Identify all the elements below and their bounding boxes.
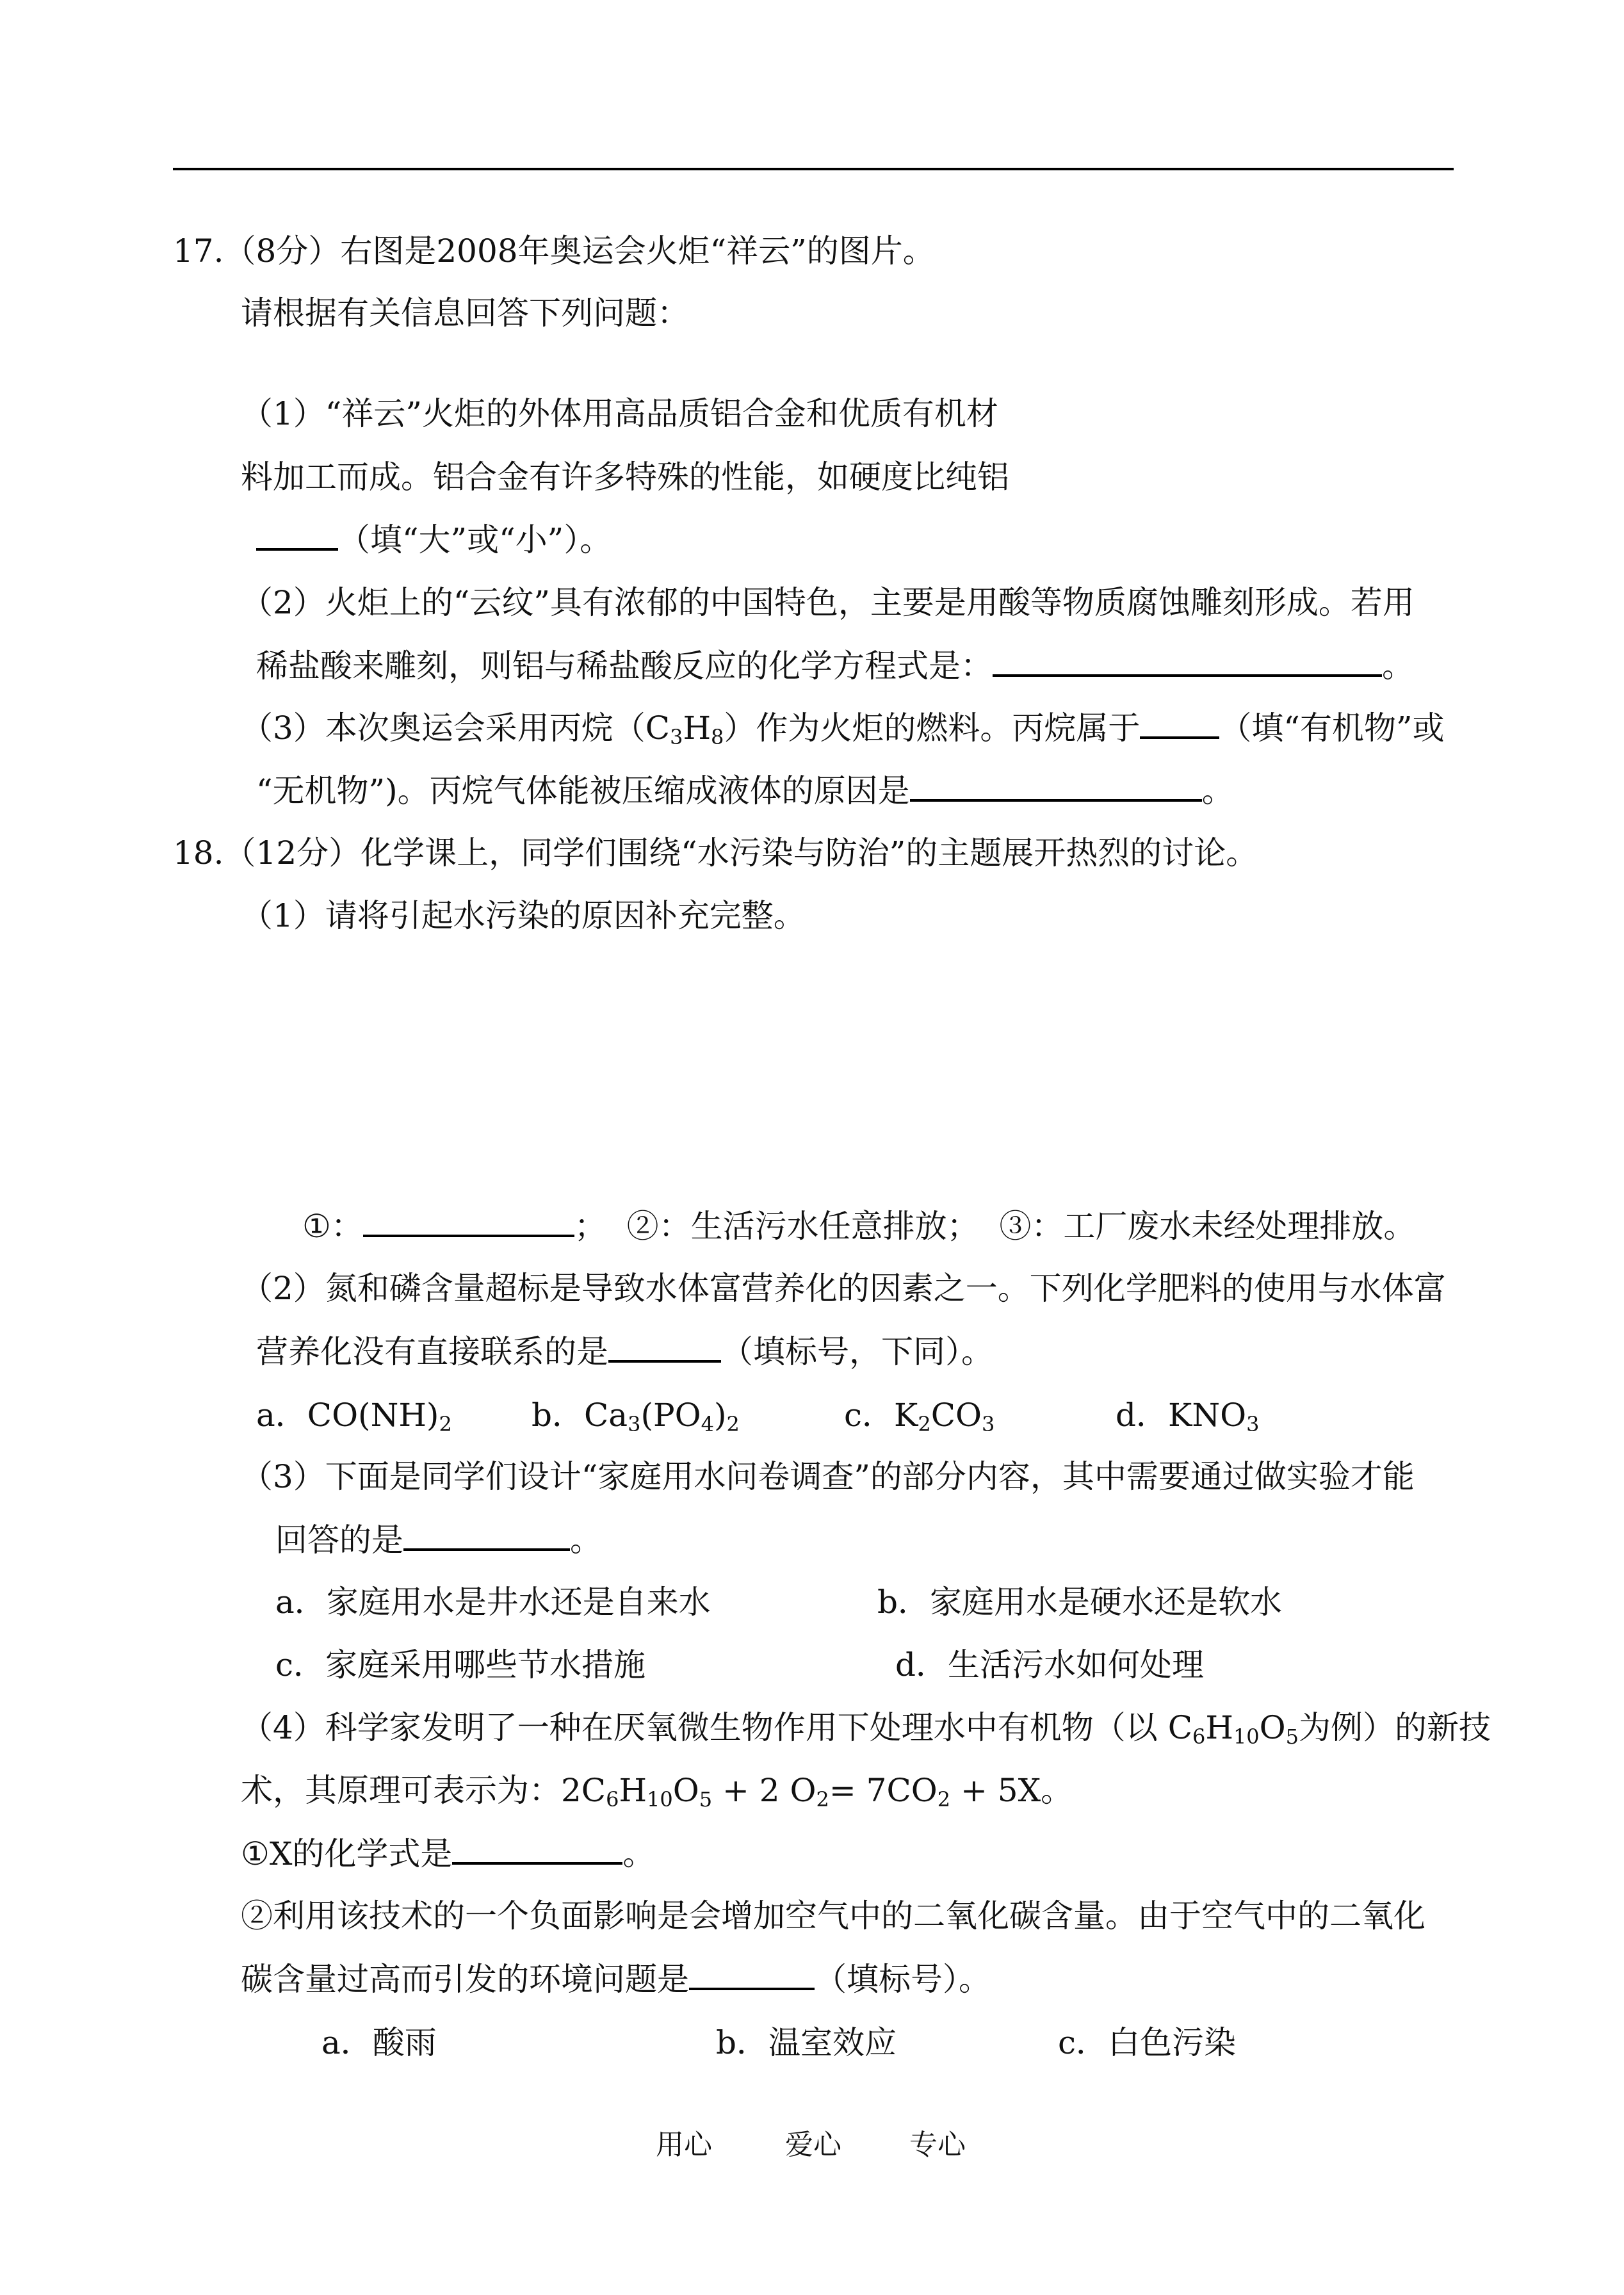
footer-text-1: 用心 (656, 2129, 712, 2161)
answer-blank[interactable] (608, 1332, 721, 1363)
q17-p2-line2: 稀盐酸来雕刻，则铝与稀盐酸反应的化学方程式是： 。 (256, 647, 1414, 685)
q18-title: 18.（12分）化学课上，同学们围绕“水污染与防治”的主题展开热烈的讨论。 (173, 834, 1258, 872)
q18-p3-line2: 回答的是 。 (275, 1521, 602, 1559)
footer-text-3: 专心 (909, 2129, 966, 2161)
q17-p1-line3: （填“大”或“小”）。 (256, 520, 612, 559)
q18-p3-line1: （3）下面是同学们设计“家庭用水问卷调查”的部分内容，其中需要通过做实验才能 (241, 1458, 1415, 1495)
answer-blank[interactable] (256, 520, 338, 551)
header-rule (173, 168, 1454, 170)
q18-p4-option-c: c．白色污染 (1058, 2024, 1237, 2061)
q17-p2-line1: （2）火炬上的“云纹”具有浓郁的中国特色，主要是用酸等物质腐蚀雕刻形成。若用 (241, 584, 1415, 621)
q18-p3-option-c: c．家庭采用哪些节水措施 (275, 1646, 646, 1683)
q18-p2-line1: （2）氮和磷含量超标是导致水体富营养化的因素之一。下列化学肥料的使用与水体富 (241, 1270, 1446, 1307)
q18-option-c: c．$K_2CO_3$ (844, 1397, 995, 1436)
q18-p4-line1: （4）科学家发明了一种在厌氧微生物作用下处理水中有机物（以 $C_6H_{10}O_5$为例）的新技 (241, 1709, 1491, 1749)
q18-p4-option-a: a．酸雨 (321, 2024, 437, 2061)
q18-p1: （1）请将引起水污染的原因补充完整。 (241, 897, 806, 934)
answer-blank[interactable] (452, 1834, 622, 1865)
answer-blank[interactable] (403, 1520, 570, 1551)
q17-p3-line1: （3）本次奥运会采用丙烷$(C_3H_8)$作为火炬的燃料。丙烷属于 （填“有机物”或 (241, 710, 1445, 749)
q18-option-a: a．$CO(NH)_2$ (256, 1397, 452, 1436)
q17-intro: 请根据有关信息回答下列问题： (241, 295, 689, 332)
q18-p4-option-b: b．温室效应 (716, 2024, 897, 2061)
q18-causes: ①： ； ②：生活污水任意排放； ③：工厂废水未经处理排放。 (302, 1208, 1416, 1245)
q17-title: 17.（8分）右图是2008年奥运会火炬“祥云”的图片。 (173, 232, 935, 270)
q17-p3-line2: “无机物”)。丙烷气体能被压缩成液体的原因是 。 (256, 772, 1234, 809)
q18-p3-option-d: d．生活污水如何处理 (895, 1646, 1205, 1683)
q18-p4-q2-line1: ②利用该技术的一个负面影响是会增加空气中的二氧化碳含量。由于空气中的二氧化 (241, 1897, 1425, 1934)
answer-blank[interactable] (363, 1206, 574, 1237)
q18-p2-line2: 营养化没有直接联系的是 （填标号，下同）。 (256, 1333, 993, 1370)
q18-option-d: d．$KNO_3$ (1116, 1397, 1260, 1436)
q17-p1-line2: 料加工而成。铝合金有许多特殊的性能，如硬度比纯铝 (241, 458, 1009, 496)
q18-p4-q2-line2: 碳含量过高而引发的环境问题是 （填标号）。 (241, 1961, 991, 1998)
footer-text-2: 爱心 (785, 2129, 841, 2161)
q18-p3-option-a: a．家庭用水是井水还是自来水 (275, 1584, 711, 1621)
q18-option-b: b．$Ca_3(PO_4)_2$ (532, 1397, 740, 1436)
answer-blank[interactable] (993, 646, 1382, 677)
q18-p4-q1: ①X的化学式是 。 (241, 1835, 655, 1872)
q17-p1-line1: （1）“祥云”火炬的外体用高品质铝合金和优质有机材 (241, 395, 998, 432)
answer-blank[interactable] (689, 1959, 815, 1990)
q18-p3-option-b: b．家庭用水是硬水还是软水 (877, 1584, 1283, 1621)
answer-blank[interactable] (910, 771, 1202, 802)
answer-blank[interactable] (1140, 708, 1219, 739)
q18-p4-line2: 术，其原理可表示为：$2C_6H_{10}O_5 + 2$ $O_2= 7CO_2 + 5X$。 (241, 1772, 1073, 1812)
